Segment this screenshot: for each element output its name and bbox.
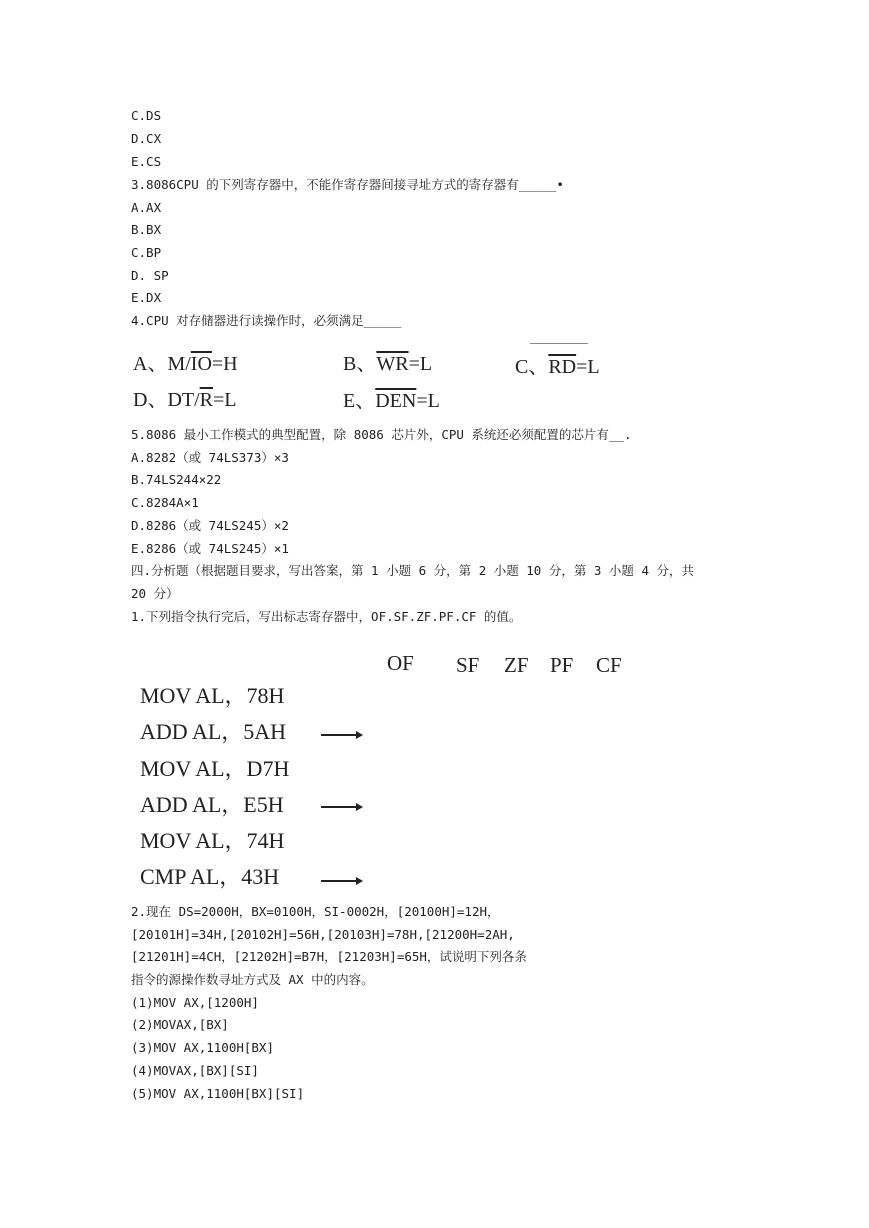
q4-option-e: E、$\overline{DEN}=L$ [343, 390, 440, 412]
text-line: [21201H]=4CH，[21202H]=B7H，[21203H]=65H，试说明下列各条 [131, 949, 527, 964]
text-line: (4)MOVAX,[BX][SI] [131, 1063, 259, 1078]
text-line: (3)MOV AX,1100H[BX] [131, 1040, 274, 1055]
instruction-line: MOV AL，78H [140, 683, 285, 708]
text-line: (2)MOVAX,[BX] [131, 1017, 229, 1032]
text-line: A.8282（或 74LS373）×3 [131, 450, 289, 465]
text-line: 指令的源操作数寻址方式及 AX 中的内容。 [131, 972, 374, 987]
text-line: C.8284A×1 [131, 495, 199, 510]
instruction-line: ADD AL，5AH [140, 719, 287, 744]
text-line: D.8286（或 74LS245）×2 [131, 518, 289, 533]
text-line: (5)MOV AX,1100H[BX][SI] [131, 1086, 305, 1101]
q4-option-a: A、$M/\overline{IO}=H$ [133, 353, 238, 375]
q4-option-d: D、$DT/\overline{R}=L$ [133, 389, 237, 411]
text-line: E.8286（或 74LS245）×1 [131, 541, 289, 556]
text-line: [20101H]=34H,[20102H]=56H,[20103H]=78H,[21200H=2AH, [131, 927, 515, 942]
text-line: C.DS [131, 108, 162, 123]
instruction-line: MOV AL，D7H [140, 756, 290, 781]
flag-header-zf: ZF [504, 653, 529, 677]
right-arrow-icon [321, 880, 361, 882]
question-3: 3.8086CPU 的下列寄存器中，不能作寄存器间接寻址方式的寄存器有_____• [131, 177, 564, 192]
flag-header-pf: PF [550, 653, 574, 677]
text-line: (1)MOV AX,[1200H] [131, 995, 259, 1010]
question-4: 4.CPU 对存储器进行读操作时，必须满足_____ [131, 313, 402, 328]
right-arrow-icon [321, 734, 361, 736]
text-line: E.CS [131, 154, 162, 169]
flag-header-cf: CF [596, 653, 622, 677]
q4-option-b: B、$\overline{WR}=L$ [343, 353, 433, 375]
instruction-line: ADD AL，E5H [140, 792, 284, 817]
text-line: E.DX [131, 290, 162, 305]
text-line: C.BP [131, 245, 162, 260]
flag-header-of: OF [387, 651, 414, 675]
text-line: B.74LS244×22 [131, 472, 222, 487]
text-line: B.BX [131, 222, 162, 237]
scan-mark [530, 343, 588, 344]
analysis-question-2: 2.现在 DS=2000H，BX=0100H，SI-0002H，[20100H]=12H， [131, 904, 500, 919]
analysis-question-1: 1.下列指令执行完后，写出标志寄存器中，OF.SF.ZF.PF.CF 的值。 [131, 609, 522, 624]
question-5: 5.8086 最小工作模式的典型配置，除 8086 芯片外，CPU 系统还必须配置的芯片有__. [131, 427, 632, 442]
text-line: D.CX [131, 131, 162, 146]
flag-header-sf: SF [456, 653, 480, 677]
instruction-line: CMP AL，43H [140, 864, 280, 889]
section-heading: 四.分析题（根据题目要求，写出答案，第 1 小题 6 分，第 2 小题 10 分，第 3 小题 4 分，共 [131, 563, 695, 578]
instruction-line: MOV AL，74H [140, 828, 285, 853]
q4-option-c: C、$\overline{RD}=L$ [515, 356, 600, 378]
text-line: D. SP [131, 268, 169, 283]
text-line: A.AX [131, 200, 162, 215]
right-arrow-icon [321, 806, 361, 808]
text-line: 20 分） [131, 586, 179, 601]
